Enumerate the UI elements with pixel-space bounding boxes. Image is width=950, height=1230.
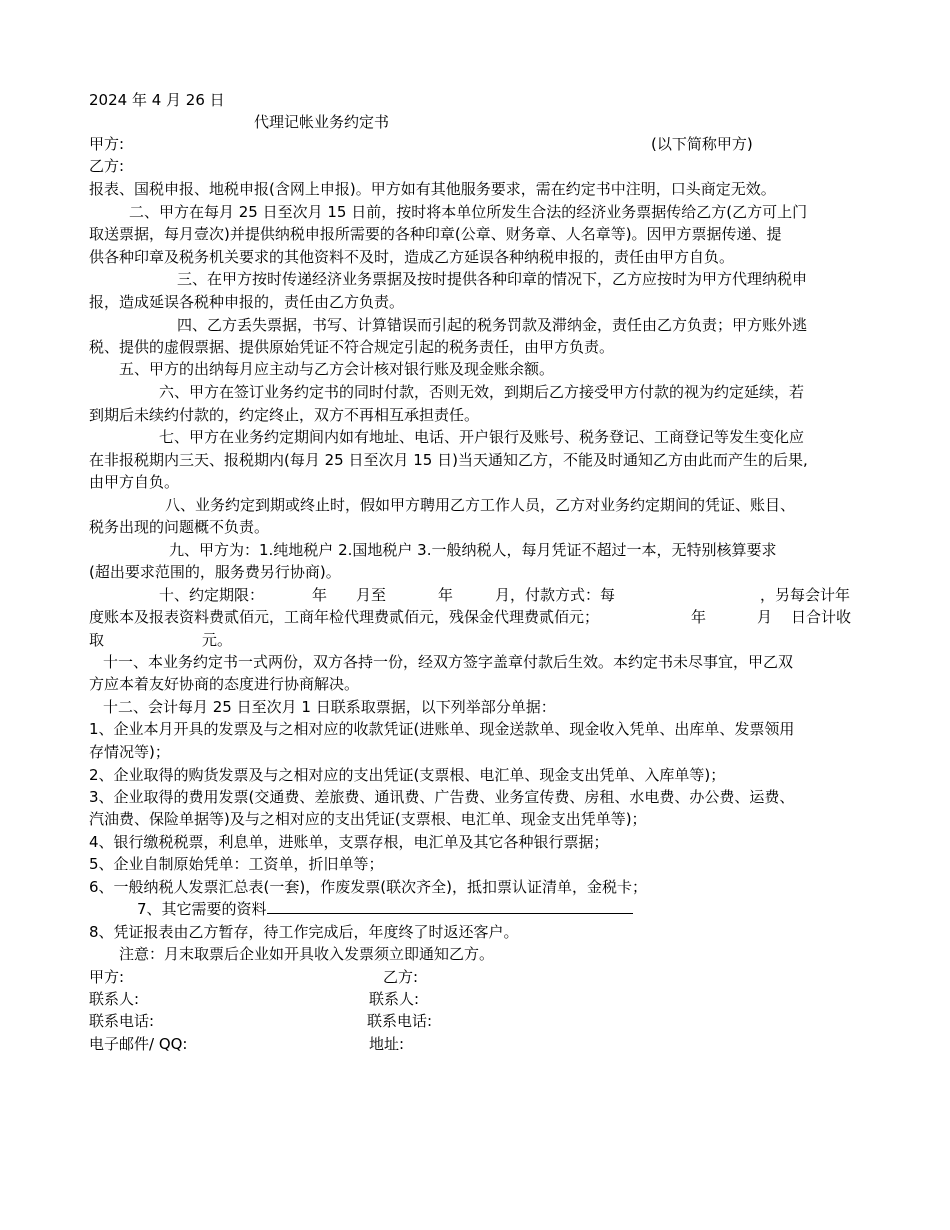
clause-4-line-1: 四、乙方丢失票据，书写、计算错误而引起的税务罚款及滞纳金，责任由乙方负责；甲方账外逃 [177, 316, 808, 334]
clause-3-line-1: 三、在甲方按时传递经济业务票据及按时提供各种印章的情况下，乙方应按时为甲方代理纳税申 [177, 270, 808, 288]
item-7-label: 7、其它需要的资料 [137, 900, 267, 918]
clause-10-line-2: 度账本及报表资料费贰佰元，工商年检代理费贰佰元，残保金代理费贰佰元； [89, 608, 600, 626]
item-1-line-1: 1、企业本月开具的发票及与之相对应的收款凭证(进账单、现金送款单、现金收入凭单、出库单、发票领用 [89, 720, 795, 738]
clause-12: 十二、会计每月 25 日至次月 1 日联系取票据，以下列举部分单据： [103, 698, 556, 716]
clause-8-line-1: 八、业务约定到期或终止时，假如甲方聘用乙方工作人员，乙方对业务约定期间的凭证、账目、 [165, 496, 796, 514]
clause-10-line-2-year: 年 [691, 608, 707, 626]
clause-7-line-2: 在非报税期内三天、报税期内(每月 25 日至次月 15 日)当天通知乙方，不能及时通知乙方由此而产生的后果, [89, 451, 808, 469]
clause-9-line-1: 九、甲方为：1.纯地税户 2.国地税户 3.一般纳税人，每月凭证不超过一本，无特别核算要求 [169, 541, 777, 559]
sign-b-phone: 联系电话: [367, 1012, 433, 1030]
clause-10-line-3-b: 元。 [202, 631, 233, 649]
clause-3-line-2: 报，造成延误各税种申报的，责任由乙方负责。 [89, 293, 405, 311]
clause-8-line-2: 税务出现的问题概不负责。 [89, 518, 270, 536]
document-title: 代理记帐业务约定书 [254, 113, 390, 131]
item-2: 2、企业取得的购货发票及与之相对应的支出凭证(支票根、电汇单、现金支出凭单、入库单等)； [89, 766, 726, 784]
item-7 [137, 898, 633, 920]
clause-7-line-3: 由甲方自负。 [89, 473, 180, 491]
clause-10-line-2-month: 月 [757, 608, 773, 626]
party-b-label: 乙方: [89, 157, 125, 175]
clause-2-line-3: 供各种印章及税务机关要求的其他资料不及时，造成乙方延误各种纳税申报的，责任由甲方自负。 [89, 248, 735, 266]
party-a-abbreviation: (以下简称甲方) [651, 135, 753, 153]
document-date: 2024 年 4 月 26 日 [89, 91, 225, 109]
clause-2-line-1: 二、甲方在每月 25 日至次月 15 日前，按时将本单位所发生合法的经济业务票据传给乙方(乙方可上门 [129, 203, 808, 221]
item-8: 8、凭证报表由乙方暂存，待工作完成后，年度终了时返还客户。 [89, 923, 519, 941]
clause-2-line-2: 取送票据，每月壹次)并提供纳税申报所需要的各种印章(公章、财务章、人名章等)。因甲方票据传递、提 [89, 225, 782, 243]
clause-6-line-2: 到期后未续约付款的，约定终止，双方不再相互承担责任。 [89, 406, 480, 424]
clause-6-line-1: 六、甲方在签订业务约定书的同时付款，否则无效，到期后乙方接受甲方付款的视为约定延续，若 [159, 383, 805, 401]
note: 注意：月末取票后企业如开具收入发票须立即通知乙方。 [119, 945, 495, 963]
sign-a-phone: 联系电话: [89, 1012, 155, 1030]
clause-intro: 报表、国税申报、地税申报(含网上申报)。甲方如有其他服务要求，需在约定书中注明，口头商定无效。 [89, 180, 776, 198]
clause-10-payment-method: 月，付款方式：每 [495, 586, 616, 604]
clause-4-line-2: 税、提供的虚假票据、提供原始凭证不符合规定引起的税务责任，由甲方负责。 [89, 338, 615, 356]
item-5: 5、企业自制原始凭单：工资单，折旧单等； [89, 855, 384, 873]
item-4: 4、银行缴税税票，利息单，进账单，支票存根，电汇单及其它各种银行票据； [89, 833, 609, 851]
item-3-line-2: 汽油费、保险单据等)及与之相对应的支出凭证(支票根、电汇单、现金支出凭单等)； [89, 810, 647, 828]
clause-10-year-1: 年 [312, 586, 328, 604]
item-6: 6、一般纳税人发票汇总表(一套)，作废发票(联次齐全)，抵扣票认证清单，金税卡； [89, 878, 647, 896]
sign-b-address: 地址: [369, 1035, 405, 1053]
clause-11-line-1: 十一、本业务约定书一式两份，双方各持一份，经双方签字盖章付款后生效。本约定书未尽事宜，甲乙双 [103, 653, 794, 671]
item-3-line-1: 3、企业取得的费用发票(交通费、差旅费、通讯费、广告费、业务宣传费、房租、水电费、办公费、运费、 [89, 788, 795, 806]
clause-10-line-3-a: 取 [89, 631, 105, 649]
clause-10-year-2: 年 [438, 586, 454, 604]
item-7-blank-line [267, 899, 633, 914]
clause-11-line-2: 方应本着友好协商的态度进行协商解决。 [89, 675, 360, 693]
clause-9-line-2: (超出要求范围的，服务费另行协商)。 [89, 563, 341, 581]
item-1-line-2: 存情况等)； [89, 743, 170, 761]
sign-a-email: 电子邮件/ QQ: [89, 1035, 188, 1053]
clause-10-tail: ，另每会计年 [760, 586, 851, 604]
clause-5: 五、甲方的出纳每月应主动与乙方会计核对银行账及现金账余额。 [119, 360, 555, 378]
clause-7-line-1: 七、甲方在业务约定期间内如有地址、电话、开户银行及账号、税务登记、工商登记等发生变化应 [159, 428, 805, 446]
clause-10-prefix: 十、约定期限： [159, 586, 265, 604]
sign-party-b: 乙方: [383, 968, 419, 986]
party-a-label: 甲方: [89, 135, 125, 153]
clause-10-line-2-total: 日合计收 [791, 608, 852, 626]
sign-a-contact: 联系人: [89, 990, 140, 1008]
clause-10-month-to: 月至 [356, 586, 387, 604]
sign-b-contact: 联系人: [369, 990, 420, 1008]
sign-party-a: 甲方: [89, 968, 125, 986]
